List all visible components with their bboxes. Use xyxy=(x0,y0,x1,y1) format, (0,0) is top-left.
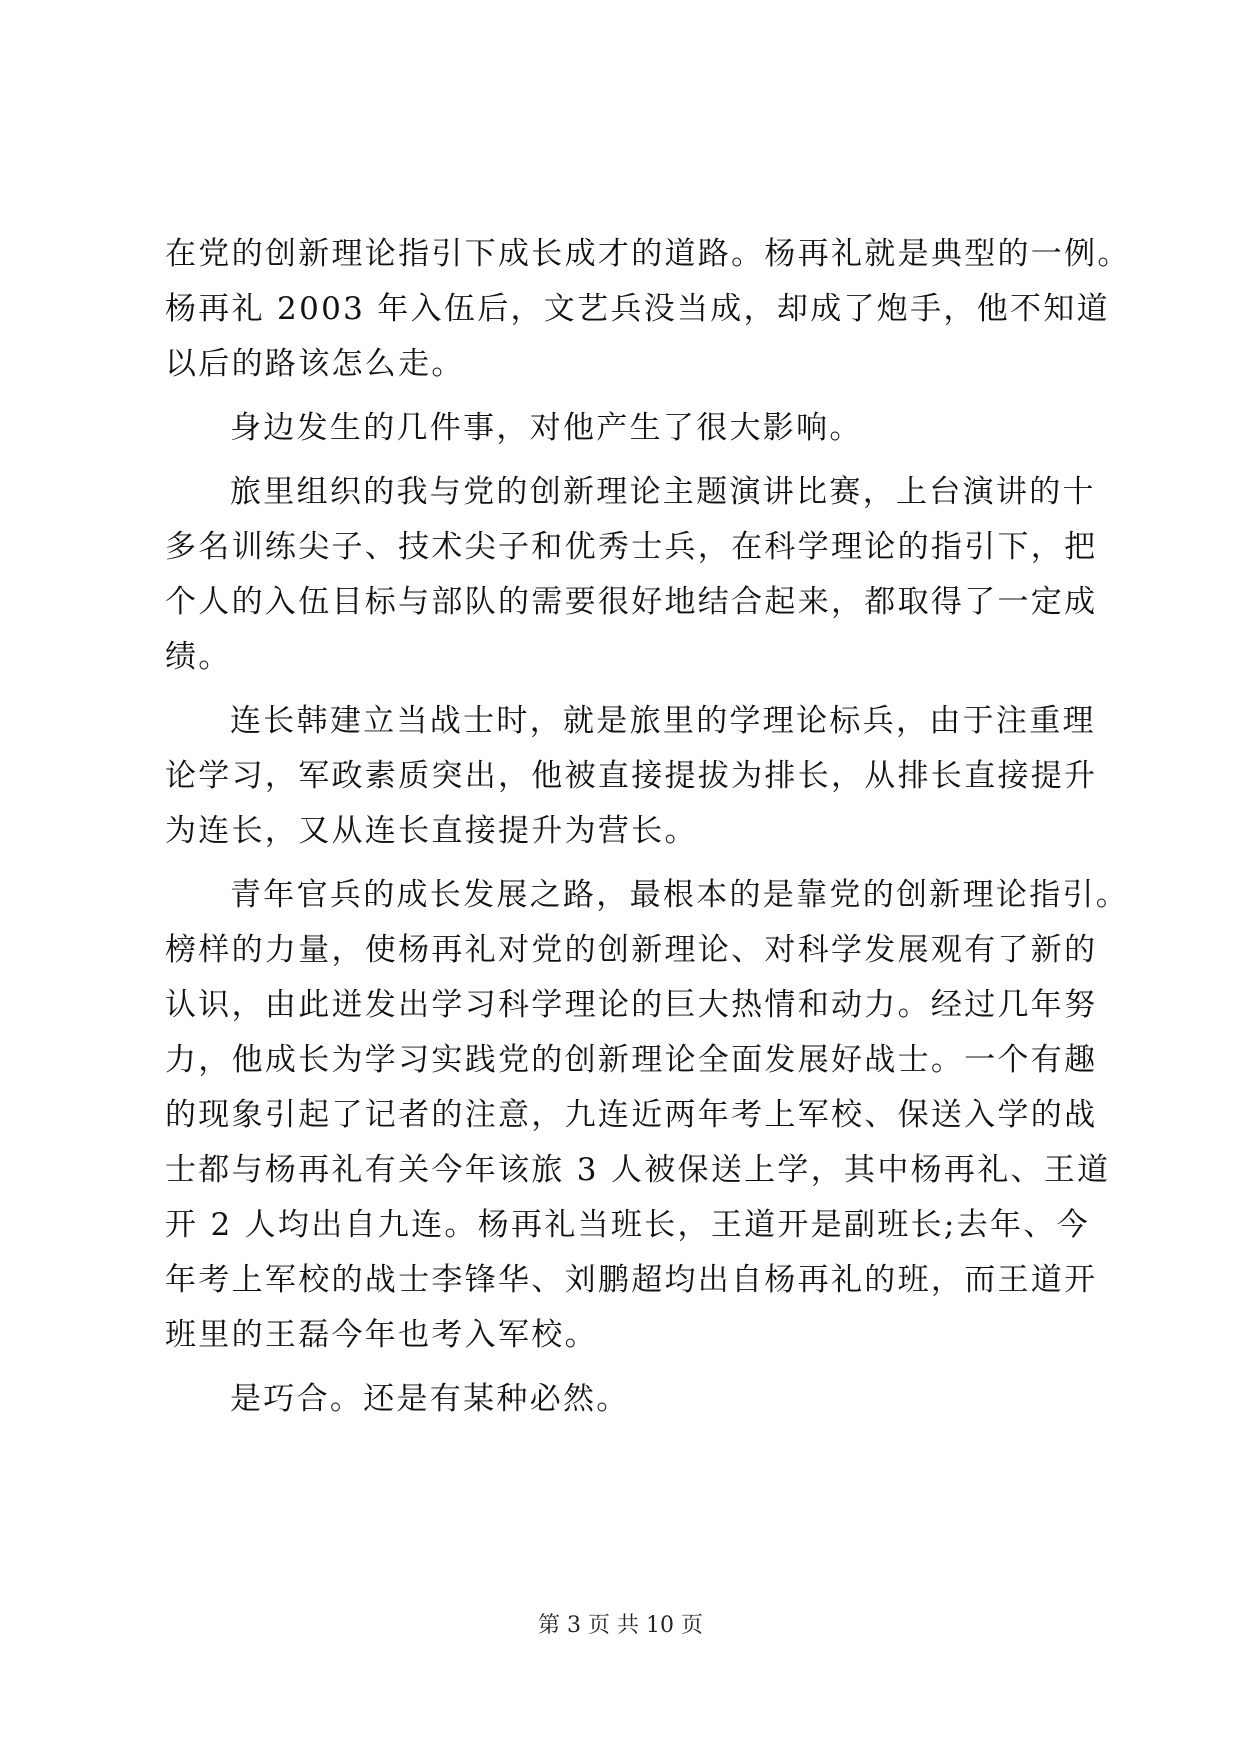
text-line: 力，他成长为学习实践党的创新理论全面发展好战士。一个有趣 xyxy=(165,1042,1098,1078)
text-line: 士都与杨再礼有关今年该旅 3 人被保送上学，其中杨再礼、王道 xyxy=(165,1152,1111,1188)
text-line: 班里的王磊今年也考入军校。 xyxy=(165,1317,598,1353)
text-line: 多名训练尖子、技术尖子和优秀士兵，在科学理论的指引下，把 xyxy=(165,529,1098,565)
text-line: 绩。 xyxy=(165,639,232,675)
text-line: 榜样的力量，使杨再礼对党的创新理论、对科学发展观有了新的 xyxy=(165,932,1098,968)
text-line: 旅里组织的我与党的创新理论主题演讲比赛，上台演讲的十 xyxy=(230,474,1096,510)
paragraph xyxy=(165,227,1131,392)
text-line: 以后的路该怎么走。 xyxy=(165,346,465,382)
text-line: 认识，由此迸发出学习科学理论的巨大热情和动力。经过几年努 xyxy=(165,987,1098,1023)
paragraph xyxy=(165,1372,1095,1427)
text-line: 身边发生的几件事，对他产生了很大影响。 xyxy=(230,410,863,446)
text-line: 个人的入伍目标与部队的需要很好地结合起来，都取得了一定成 xyxy=(165,584,1098,620)
text-line: 是巧合。还是有某种必然。 xyxy=(230,1381,630,1417)
text-line: 青年官兵的成长发展之路，最根本的是靠党的创新理论指引。 xyxy=(230,877,1130,913)
text-line: 开 2 人均出自九连。杨再礼当班长，王道开是副班长;去年、今 xyxy=(165,1207,1090,1243)
page-number-footer: 第 3 页 共 10 页 xyxy=(538,1613,703,1638)
paragraph xyxy=(165,868,1130,1363)
body-text xyxy=(165,227,1131,1427)
text-line: 的现象引起了记者的注意，九连近两年考上军校、保送入学的战 xyxy=(165,1097,1098,1133)
text-line: 年考上军校的战士李锋华、刘鹏超均出自杨再礼的班，而王道开 xyxy=(165,1262,1098,1298)
text-line: 为连长，又从连长直接提升为营长。 xyxy=(165,813,698,849)
paragraph xyxy=(165,465,1098,685)
text-line: 论学习，军政素质突出，他被直接提拔为排长，从排长直接提升 xyxy=(165,758,1098,794)
text-line: 在党的创新理论指引下成长成才的道路。杨再礼就是典型的一例。 xyxy=(165,236,1131,272)
text-line: 连长韩建立当战士时，就是旅里的学理论标兵，由于注重理 xyxy=(230,703,1096,739)
paragraph xyxy=(165,694,1098,859)
text-line: 杨再礼 2003 年入伍后，文艺兵没当成，却成了炮手，他不知道 xyxy=(165,291,1110,327)
paragraph xyxy=(165,401,1095,456)
